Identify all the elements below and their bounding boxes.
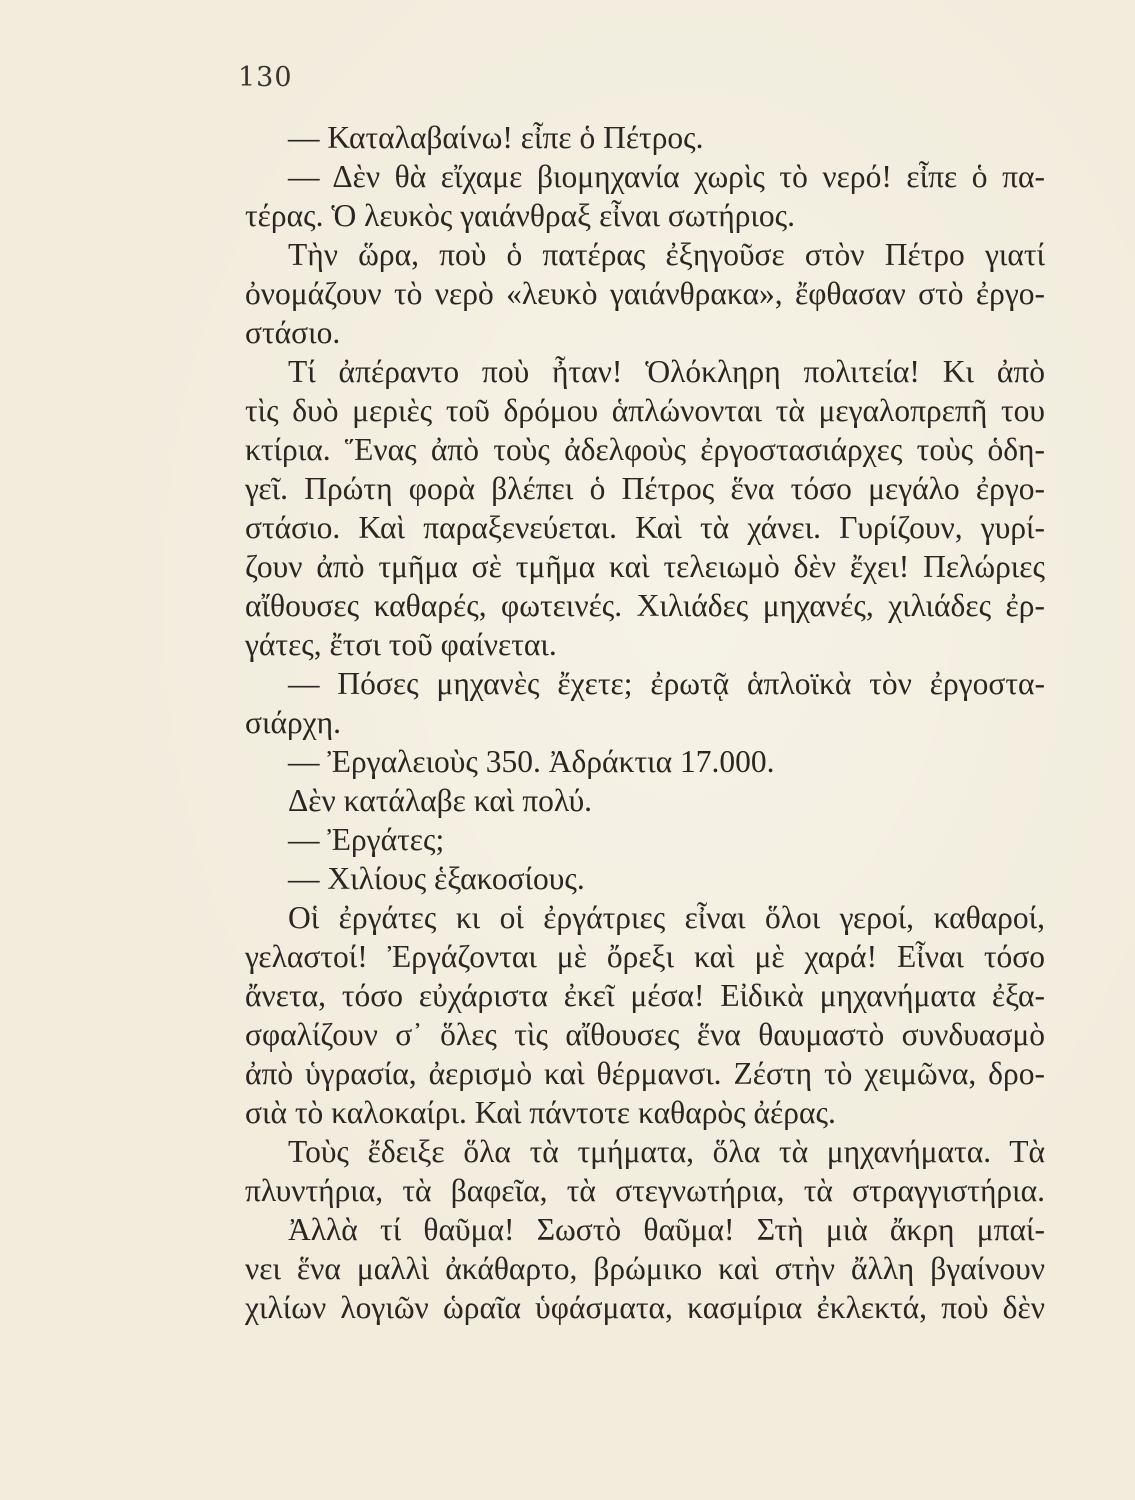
text-line: τὶς δυὸ μεριὲς τοῦ δρόμου ἁπλώνονται τὰ μεγαλοπρεπῆ του (245, 393, 1045, 428)
text-line: — Δὲν θὰ εἴχαμε βιομηχανία χωρὶς τὸ νερό! εἶπε ὁ πα- (288, 159, 1045, 194)
text-line: ἄνετα, τόσο εὐχάριστα ἐκεῖ μέσα! Εἰδικὰ μηχανήματα ἐξα- (245, 978, 1045, 1013)
text-line: Τὴν ὥρα, ποὺ ὁ πατέρας ἐξηγοῦσε στὸν Πέτρο γιατί (288, 237, 1045, 272)
text-line: — Χιλίους ἑξακοσίους. (288, 861, 585, 896)
text-line: Τί ἀπέραντο ποὺ ἦταν! Ὁλόκληρη πολιτεία! Κι ἀπὸ (288, 354, 1045, 389)
text-line: — Πόσες μηχανὲς ἔχετε; ἐρωτᾷ ἁπλοϊκὰ τὸν ἐργοστα- (288, 666, 1045, 701)
text-line: γεῖ. Πρώτη φορὰ βλέπει ὁ Πέτρος ἕνα τόσο μεγάλο ἐργο- (245, 471, 1045, 506)
text-line: — Ἐργάτες; (288, 822, 445, 857)
text-line: γελαστοί! Ἐργάζονται μὲ ὄρεξι καὶ μὲ χαρά! Εἶναι τόσο (245, 939, 1045, 974)
text-line: Δὲν κατάλαβε καὶ πολύ. (288, 783, 593, 818)
text-line: νει ἕνα μαλλὶ ἀκάθαρτο, βρώμικο καὶ στὴν ἄλλη βγαίνουν (245, 1251, 1045, 1286)
text-line: Οἱ ἐργάτες κι οἱ ἐργάτριες εἶναι ὅλοι γεροί, καθαροί, (288, 900, 1045, 935)
text-line: χιλίων λογιῶν ὡραῖα ὑφάσματα, κασμίρια ἐκλεκτά, ποὺ δὲν (245, 1290, 1045, 1325)
page-number: 130 (238, 62, 293, 93)
text-line: ὀνομάζουν τὸ νερὸ «λευκὸ γαιάνθρακα», ἔφθασαν στὸ ἐργο- (245, 276, 1045, 311)
text-line: πλυντήρια, τὰ βαφεῖα, τὰ στεγνωτήρια, τὰ στραγγιστήρια. (245, 1173, 1045, 1208)
text-line: γάτες, ἔτσι τοῦ φαίνεται. (245, 627, 557, 662)
text-line: τέρας. Ὁ λευκὸς γαιάνθραξ εἶναι σωτήριος. (245, 198, 796, 233)
text-line: ἀπὸ ὑγρασία, ἀερισμὸ καὶ θέρμανσι. Ζέστη τὸ χειμῶνα, δρο- (245, 1056, 1045, 1091)
text-line: στάσιο. Καὶ παραξενεύεται. Καὶ τὰ χάνει. Γυρίζουν, γυρί- (245, 510, 1045, 545)
text-line: σιὰ τὸ καλοκαίρι. Καὶ πάντοτε καθαρὸς ἀέρας. (245, 1095, 836, 1130)
text-line: Ἀλλὰ τί θαῦμα! Σωστὸ θαῦμα! Στὴ μιὰ ἄκρη μπαί- (288, 1212, 1045, 1247)
body-text (245, 118, 1045, 1327)
text-line: — Ἐργαλειοὺς 350. Ἀδράκτια 17.000. (288, 744, 775, 779)
text-line: ζουν ἀπὸ τμῆμα σὲ τμῆμα καὶ τελειωμὸ δὲν ἔχει! Πελώριες (245, 549, 1045, 584)
text-line: — Καταλαβαίνω! εἶπε ὁ Πέτρος. (288, 120, 704, 155)
text-line: σιάρχη. (245, 705, 342, 740)
text-line: σφαλίζουν σ᾽ ὅλες τὶς αἴθουσες ἕνα θαυμαστὸ συνδυασμὸ (245, 1017, 1045, 1052)
text-line: κτίρια. Ἕνας ἀπὸ τοὺς ἀδελφοὺς ἐργοστασιάρχες τοὺς ὁδη- (245, 432, 1045, 467)
text-line: αἴθουσες καθαρές, φωτεινές. Χιλιάδες μηχανές, χιλιάδες ἐρ- (245, 588, 1045, 623)
text-line: στάσιο. (245, 315, 341, 350)
text-line: Τοὺς ἔδειξε ὅλα τὰ τμήματα, ὅλα τὰ μηχανήματα. Τὰ (288, 1134, 1045, 1169)
